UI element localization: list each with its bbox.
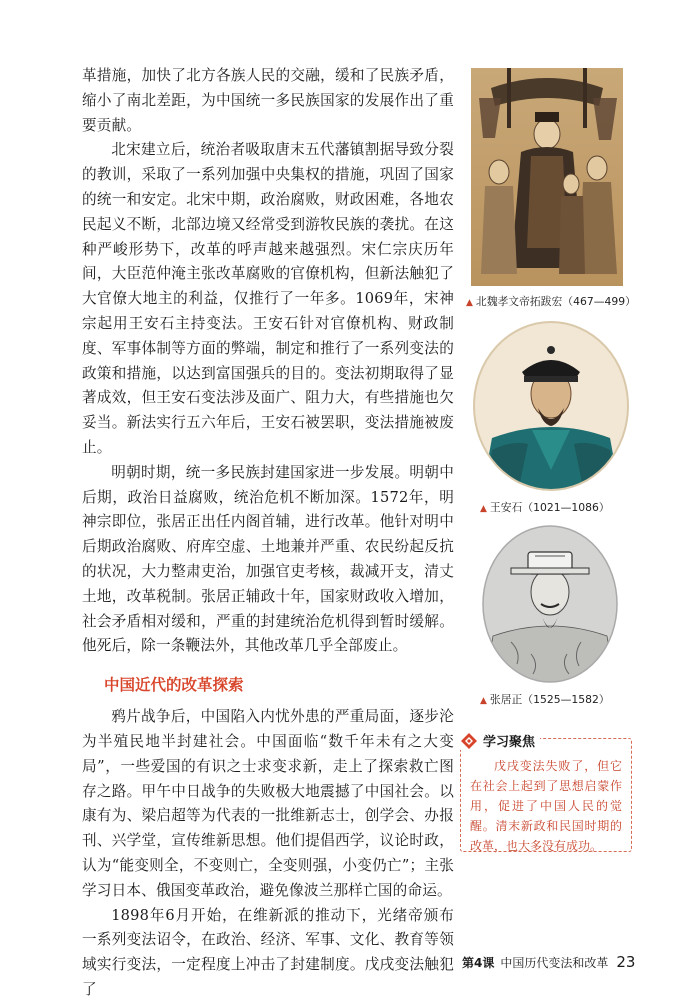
footer-lesson: 第4课	[462, 956, 495, 970]
paragraph-song: 北宋建立后，统治者吸取唐末五代藩镇割据导致分裂的教训，采取了一系列加强中央集权的措施，巩固了国家的统一和安定。北宋中期，政治腐败，财政困难，各地农民起义不断，北部边境又经常受到游牧民族的袭扰。在这种严峻形势下，改革的呼声越来越强烈。宋仁宗庆历年间，大臣范仲淹主张改革腐败的官僚机构，但新法触犯了大官僚大地主的利益，仅推行了一年多。1069年，宋神宗起用王安石主持变法。王安石针对官僚机构、财政制度、军事体制等方面的弊端，制定和推行了一系列变法的政策和措施，以达到富国强兵的目的。变法初期取得了显著成效，但王安石变法涉及面广、阻力大，有些措施也欠妥当。新法实行五六年后，王安石被罢职，变法措施被废止。	[82, 141, 454, 456]
focus-diamond-icon	[460, 732, 478, 750]
main-text-column	[82, 64, 454, 1003]
zhangjuzheng-portrait-icon	[481, 524, 619, 684]
wanganshi-portrait	[472, 320, 630, 492]
footer-chapter: 中国历代变法和改革	[500, 956, 609, 970]
wanganshi-portrait-icon	[472, 320, 630, 492]
caption-wanganshi: ▲ 王安石（1021—1086）	[480, 501, 610, 514]
triangle-marker-icon: ▲	[480, 504, 487, 514]
paragraph-ming: 明朝时期，统一多民族封建国家进一步发展。明朝中后期，政治日益腐败，统治危机不断加深。1572年，明神宗即位，张居正出任内阁首辅，进行改革。他针对明中后期政治腐败、府库空虚、土地兼并严重、农民纷起反抗的状况，大力整肃吏治，加强官吏考核，裁减开支，清丈土地，改革税制。张居正辅政十年，国家财政收入增加，社会矛盾相对缓和，严重的封建统治危机得到暂时缓解。他死后，除一条鞭法外，其他改革几乎全部废止。	[82, 463, 454, 655]
learning-focus-title: 学习聚焦	[483, 735, 536, 750]
triangle-marker-icon: ▲	[466, 298, 473, 308]
caption-zhangjuzheng: ▲ 张居正（1525—1582）	[480, 693, 610, 706]
paragraph-intro: 革措施，加快了北方各族人民的交融，缓和了民族矛盾，缩小了南北差距，为中国统一多民族国家的发展作出了重要贡献。	[82, 67, 454, 134]
section-title: 中国近代的改革探索	[104, 676, 244, 695]
zhangjuzheng-portrait	[481, 524, 619, 684]
learning-focus-header	[460, 731, 540, 750]
paragraph-opium-war: 鸦片战争后，中国陷入内忧外患的严重局面，逐步沦为半殖民地半封建社会。中国面临“数千年未有之大变局”，一些爱国的有识之士求变求新，走上了探索救亡图存之路。甲午中日战争的失败极大地震撼了中国社会。以康有为、梁启超等为代表的一批维新志士，创学会、办报刊、兴学堂，宣传维新思想。他们提倡西学，议论时政，认为“能变则全，不变则亡，全变则强，小变仍亡”；主张学习日本、俄国变革政治，避免像波兰那样亡国的命运。	[82, 708, 454, 899]
xiaowen-painting-icon	[471, 68, 623, 286]
learning-focus-text: 戊戌变法失败了，但它在社会上起到了思想启蒙作用，促进了中国人民的觉醒。清末新政和民国时期的改革，也大多没有成功。	[470, 759, 622, 853]
triangle-marker-icon: ▲	[480, 696, 487, 706]
paragraph-1898: 1898年6月开始，在维新派的推动下，光绪帝颁布一系列变法诏令，在政治、经济、军事、文化、教育等领域实行变法，一定程度上冲击了封建制度。戊戌变法触犯了	[82, 906, 454, 998]
caption-xiaowen: ▲ 北魏孝文帝拓跋宏（467—499）	[466, 295, 636, 308]
page-number: 23	[616, 953, 636, 971]
page-footer	[462, 953, 635, 971]
xiaowen-painting	[471, 68, 623, 286]
